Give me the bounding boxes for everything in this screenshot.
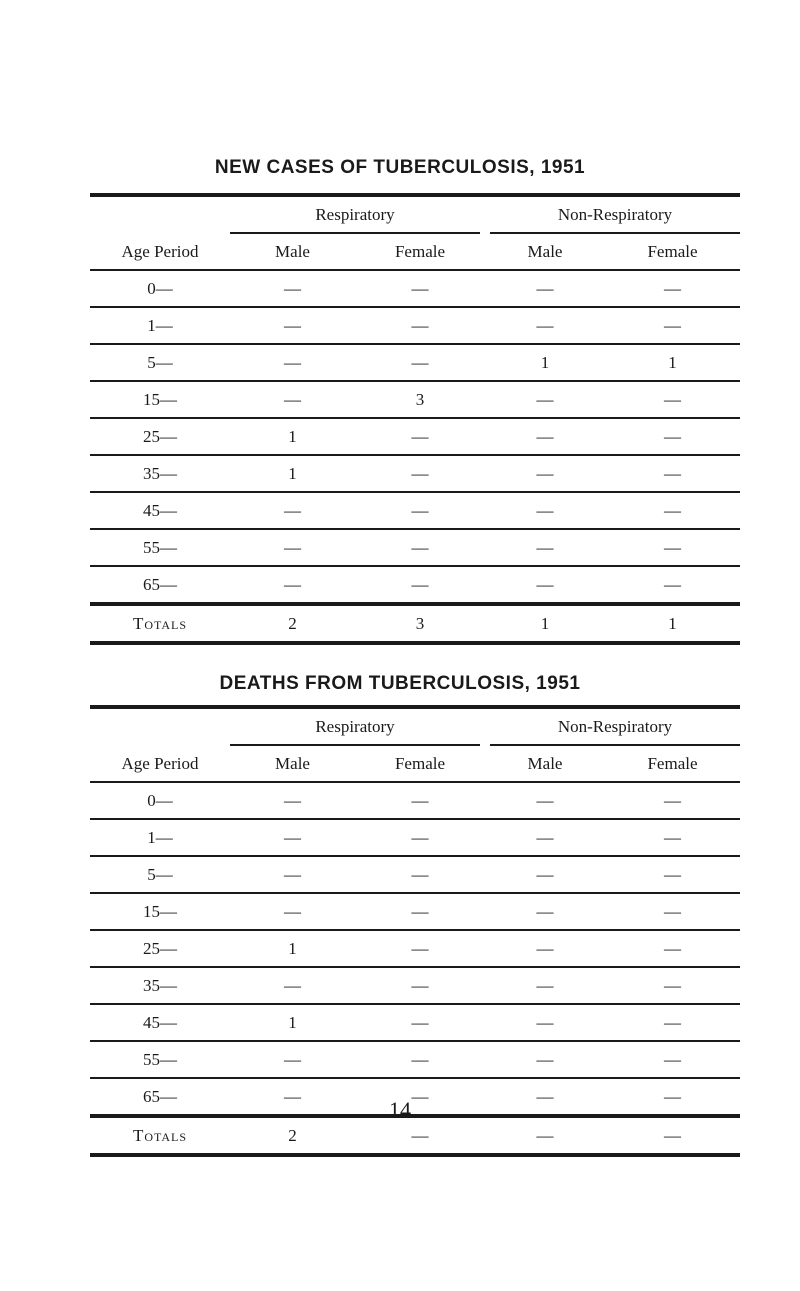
cell-resp-female: — [411, 278, 429, 298]
table-row [90, 820, 740, 855]
cell-resp-female: 3 [415, 389, 425, 409]
cell-age-period: 45— [143, 500, 177, 520]
cell-nonresp-female: — [664, 827, 681, 847]
table-row [90, 345, 740, 380]
cell-resp-male: — [284, 278, 301, 298]
cell-nonresp-female: — [664, 537, 681, 557]
cell-nonresp-female: — [664, 315, 681, 335]
cell-resp-male: — [284, 1049, 301, 1069]
cell-age-period: 15— [143, 901, 177, 921]
col-header-resp-male: Male [275, 241, 310, 261]
cell-resp-female: — [411, 901, 429, 921]
cell-nonresp-female: — [664, 500, 681, 520]
cell-resp-female: — [411, 315, 429, 335]
table-bottom-rule [90, 641, 740, 645]
cell-resp-female: — [411, 938, 429, 958]
cell-nonresp-female: — [664, 1049, 681, 1069]
cell-age-period: 15— [143, 389, 177, 409]
table-row [90, 271, 740, 306]
cell-resp-female: — [411, 864, 429, 884]
table-row [90, 1042, 740, 1077]
table-row [90, 857, 740, 892]
cell-nonresp-male: — [536, 389, 554, 409]
new-cases-title: NEW CASES OF TUBERCULOSIS, 1951 [214, 157, 586, 178]
cell-resp-male: — [284, 864, 301, 884]
totals-resp-male: 2 [288, 1125, 297, 1145]
cell-nonresp-male: — [536, 1086, 554, 1106]
col-header-nonresp-male: Male [527, 753, 563, 773]
cell-resp-female: — [411, 574, 429, 594]
cell-nonresp-male: — [536, 938, 554, 958]
cell-age-period: 1— [147, 827, 173, 847]
cell-age-period: 55— [143, 537, 177, 557]
cell-nonresp-male: — [536, 975, 554, 995]
group-header-respiratory: Respiratory [315, 717, 395, 736]
cell-nonresp-male: — [536, 864, 554, 884]
deaths-body [90, 783, 740, 1114]
cell-nonresp-female: — [664, 975, 681, 995]
group-header-non-respiratory: Non-Respiratory [557, 717, 673, 736]
cell-age-period: 1— [147, 315, 173, 335]
cell-nonresp-male: — [536, 426, 554, 446]
cell-age-period: 35— [143, 975, 177, 995]
cell-resp-female: — [411, 1012, 429, 1032]
cell-nonresp-male: 1 [540, 352, 550, 372]
new-cases-table [90, 193, 740, 645]
cell-resp-male: 1 [288, 938, 297, 958]
cell-nonresp-male: — [536, 500, 554, 520]
cell-resp-male: — [284, 500, 301, 520]
column-header-row [90, 234, 740, 269]
group-header-respiratory: Respiratory [315, 205, 395, 224]
col-header-resp-female: Female [394, 241, 446, 261]
cell-resp-female: — [411, 537, 429, 557]
cell-age-period: 55— [143, 1049, 177, 1069]
cell-resp-male: — [284, 389, 301, 409]
cell-age-period: 0— [147, 790, 173, 810]
group-header-row [90, 709, 740, 744]
group-header-row [90, 197, 740, 232]
cell-age-period: 65— [143, 574, 177, 594]
cell-resp-male: — [284, 1086, 301, 1106]
table-row [90, 530, 740, 565]
totals-row [90, 1118, 740, 1153]
table-row [90, 894, 740, 929]
cell-nonresp-male: — [536, 278, 554, 298]
totals-nonresp-male: 1 [540, 613, 550, 633]
cell-age-period: 25— [143, 426, 177, 446]
cell-nonresp-female: — [664, 1086, 681, 1106]
cell-nonresp-female: — [664, 938, 681, 958]
totals-label: Totals [132, 613, 188, 633]
table-row [90, 931, 740, 966]
totals-resp-female: — [411, 1125, 429, 1145]
table-row [90, 968, 740, 1003]
cell-resp-male: — [284, 315, 301, 335]
cell-resp-male: — [284, 574, 301, 594]
cell-nonresp-male: — [536, 574, 554, 594]
cell-resp-male: 1 [288, 463, 297, 483]
cell-resp-male: 1 [288, 1012, 297, 1032]
cell-resp-male: — [284, 537, 301, 557]
totals-nonresp-male: — [536, 1125, 554, 1145]
col-header-age-period: Age Period [121, 241, 199, 261]
cell-resp-male: — [284, 975, 301, 995]
cell-nonresp-female: 1 [668, 352, 677, 372]
totals-resp-male: 2 [288, 613, 297, 633]
cell-nonresp-female: — [664, 463, 681, 483]
cell-age-period: 5— [147, 864, 173, 884]
cell-nonresp-male: — [536, 1012, 554, 1032]
table-bottom-rule [90, 1153, 740, 1157]
cell-resp-male: — [284, 827, 301, 847]
cell-nonresp-male: — [536, 901, 554, 921]
cell-nonresp-female: — [664, 574, 681, 594]
cell-resp-female: — [411, 463, 429, 483]
col-header-resp-female: Female [394, 753, 446, 773]
totals-row [90, 606, 740, 641]
cell-age-period: 25— [143, 938, 177, 958]
cell-resp-female: — [411, 1049, 429, 1069]
col-header-nonresp-female: Female [647, 753, 698, 773]
totals-resp-female: 3 [415, 613, 425, 633]
col-header-age-period: Age Period [121, 753, 199, 773]
cell-nonresp-female: — [664, 864, 681, 884]
cell-resp-female: — [411, 426, 429, 446]
col-header-nonresp-female: Female [647, 241, 698, 261]
cell-nonresp-male: — [536, 827, 554, 847]
table-row [90, 1005, 740, 1040]
group-header-non-respiratory: Non-Respiratory [557, 205, 673, 224]
page-number: 14 [389, 1097, 411, 1122]
cell-nonresp-female: — [664, 389, 681, 409]
table-row [90, 493, 740, 528]
cell-resp-male: — [284, 790, 301, 810]
cell-age-period: 65— [143, 1086, 177, 1106]
cell-resp-female: — [411, 352, 429, 372]
cell-nonresp-female: — [664, 1012, 681, 1032]
cell-resp-female: — [411, 975, 429, 995]
table-row [90, 382, 740, 417]
cell-nonresp-male: — [536, 537, 554, 557]
deaths-table [90, 705, 740, 1157]
col-header-nonresp-male: Male [527, 241, 563, 261]
deaths-title: DEATHS FROM TUBERCULOSIS, 1951 [219, 673, 581, 694]
cell-resp-female: — [411, 1086, 429, 1106]
totals-label: Totals [132, 1125, 188, 1145]
cell-age-period: 5— [147, 352, 173, 372]
cell-resp-male: — [284, 901, 301, 921]
table-row [90, 419, 740, 454]
cell-age-period: 45— [143, 1012, 177, 1032]
cell-nonresp-male: — [536, 790, 554, 810]
cell-resp-female: — [411, 827, 429, 847]
cell-age-period: 0— [147, 278, 173, 298]
totals-nonresp-female: 1 [668, 613, 677, 633]
table-row [90, 783, 740, 818]
column-header-row [90, 746, 740, 781]
table-row [90, 308, 740, 343]
cell-nonresp-female: — [664, 790, 681, 810]
cell-resp-female: — [411, 500, 429, 520]
cell-nonresp-female: — [664, 278, 681, 298]
col-header-resp-male: Male [275, 753, 310, 773]
new-cases-body [90, 271, 740, 602]
table-row [90, 567, 740, 602]
cell-nonresp-male: — [536, 463, 554, 483]
cell-nonresp-male: — [536, 315, 554, 335]
table-row [90, 456, 740, 491]
cell-resp-female: — [411, 790, 429, 810]
cell-nonresp-female: — [664, 901, 681, 921]
cell-nonresp-male: — [536, 1049, 554, 1069]
cell-resp-male: — [284, 352, 301, 372]
totals-nonresp-female: — [664, 1125, 681, 1145]
cell-age-period: 35— [143, 463, 177, 483]
cell-resp-male: 1 [288, 426, 297, 446]
cell-nonresp-female: — [664, 426, 681, 446]
